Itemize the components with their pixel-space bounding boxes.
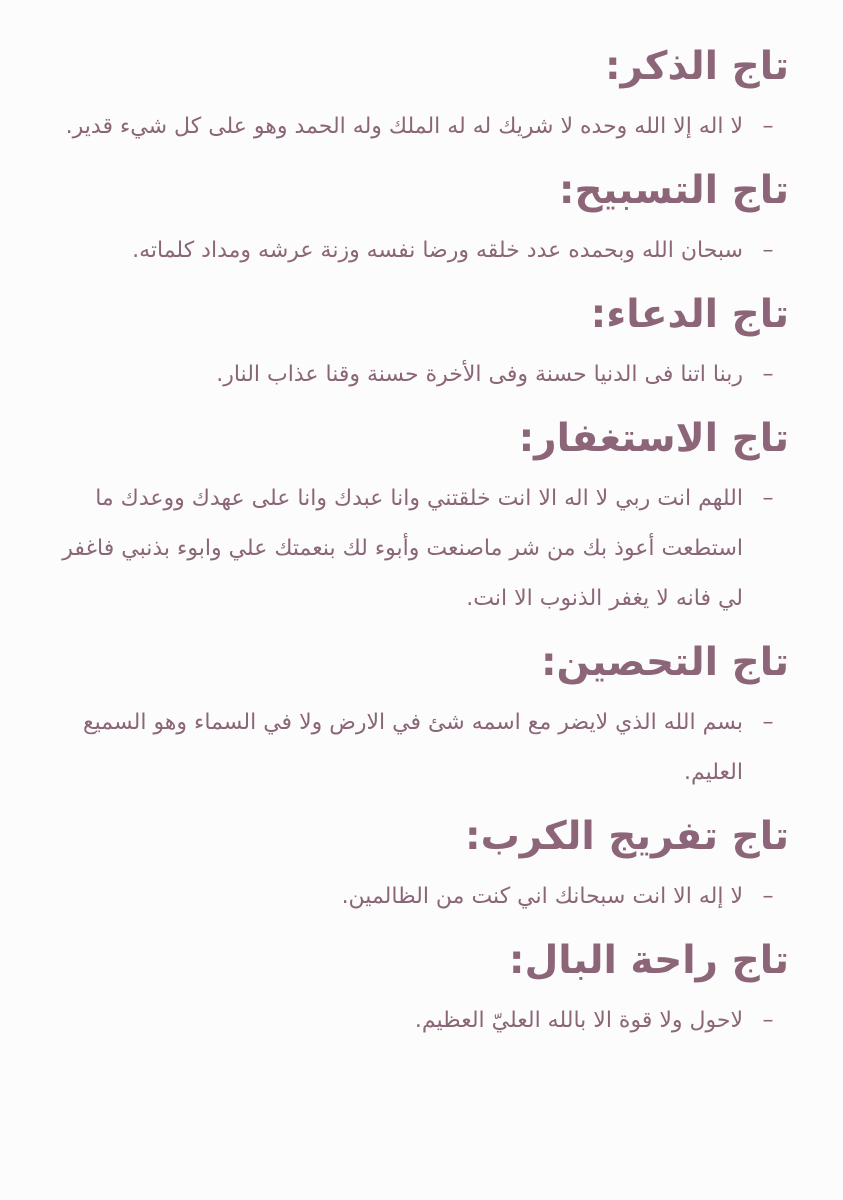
list-item [40,350,789,400]
bullet-dash: – [762,1008,774,1033]
bullet-dash: – [762,362,774,387]
section-tafrij-alkarb [40,806,789,922]
list-item [40,996,789,1046]
section-dua [40,284,789,400]
list-item [40,474,789,624]
bullet-dash: – [762,710,774,735]
section-rahat-albal [40,930,789,1046]
item-text: لا اله إلا الله وحده لا شريك له له الملك وله الحمد وهو على كل شيء قدير. [65,114,743,139]
section-title: تاج الذكر: [604,44,789,89]
section-tahseen [40,632,789,798]
section-tasbih [40,160,789,276]
item-text: اللهم انت ربي لا اله الا انت خلقتني وانا عبدك وانا على عهدك ووعدك ما استطعت أعوذ بك من شر ماصنعت وأبوء لك بنعمتك علي وابوء بذنبي فاغفر لي فانه لا يغفر الذنوب الا انت. [62,486,743,611]
section-title: تاج راحة البال: [508,938,789,983]
item-text: لاحول ولا قوة الا بالله العليّ العظيم. [414,1008,743,1033]
item-text: بسم الله الذي لايضر مع اسمه شئ في الارض ولا في السماء وهو السميع العليم. [82,710,743,785]
bullet-dash: – [762,486,774,511]
list-item [40,226,789,276]
section-title: تاج التحصين: [540,640,789,685]
section-dhikr [40,36,789,152]
section-title: تاج الدعاء: [590,292,789,337]
item-text: سبحان الله وبحمده عدد خلقه ورضا نفسه وزنة عرشه ومداد كلماته. [132,238,743,263]
list-item [40,872,789,922]
bullet-dash: – [762,238,774,263]
list-item [40,698,789,798]
item-text: ربنا اتنا فى الدنيا حسنة وفى الأخرة حسنة وقنا عذاب النار. [216,362,743,387]
section-title: تاج الاستغفار: [518,416,789,461]
section-title: تاج التسبيح: [558,168,789,213]
bullet-dash: – [762,884,774,909]
bullet-dash: – [762,114,774,139]
section-title: تاج تفريج الكرب: [464,814,789,859]
section-istighfar [40,408,789,624]
list-item [40,102,789,152]
item-text: لا إله الا انت سبحانك اني كنت من الظالمين. [341,884,743,909]
